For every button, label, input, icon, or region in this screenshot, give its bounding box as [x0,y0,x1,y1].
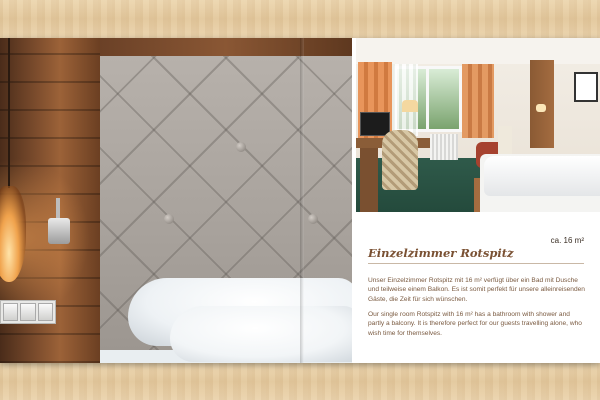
headboard-button [164,214,174,224]
wooden-background-top [0,0,600,38]
curtain [462,64,494,138]
reading-light [48,218,70,244]
page-fold [300,38,304,363]
right-page [352,38,600,363]
pillow [170,306,352,362]
television [360,112,390,136]
light-switch-panel [0,300,56,324]
room-size: ca. 16 m² [550,236,584,245]
headboard-button [236,142,246,152]
wall-picture [574,72,598,102]
description-english: Our single room Rotspitz with 16 m² has a bathroom with shower and partly a balcony. It is therefore perfect for our guests travelling alone, who wish time for themselves. [368,311,582,337]
wooden-background-bottom [0,363,600,400]
brochure-spread [0,38,600,363]
wood-beam [100,38,352,56]
headboard-button [308,214,318,224]
headboard-photo [0,38,352,363]
room-title: Einzelzimmer Rotspitz [368,246,584,264]
description-german: Unser Einzelzimmer Rotspitz mit 16 m² verfügt über ein Bad mit Dusche und teilweise einem Balkon. Es ist somit perfekt für unsere alleinreisenden Gäste, die Zeit für sich wünschen. [368,277,585,303]
chair [382,130,418,190]
room-photo [356,38,600,212]
